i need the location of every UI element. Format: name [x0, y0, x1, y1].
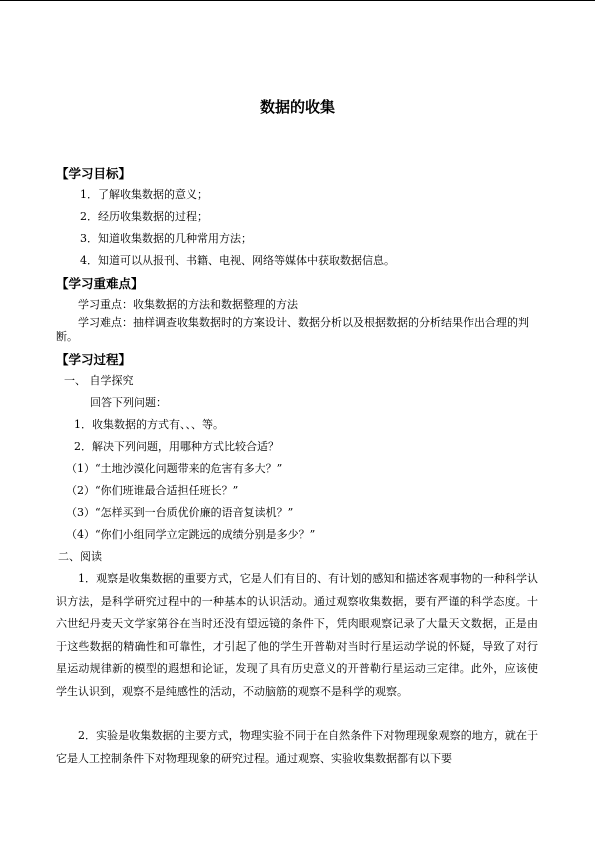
goals-heading: 【学习目标】: [56, 166, 132, 181]
reading-paragraph-2: 2．实验是收集数据的主要方式，物理实验不同于在自然条件下对物理现象观察的地方，就在于它是人工控制条件下对物理现象的研究过程。通过观察、实验收集数据都有以下要: [56, 729, 538, 765]
process-heading: 【学习过程】: [56, 352, 132, 367]
key-focus-text: 学习重点：收集数据的方法和数据整理的方法: [78, 298, 298, 311]
key-difficulty-text: 学习难点：抽样调查收集数据时的方案设计、数据分析以及根据数据的分析结果作出合理的判断。: [56, 316, 529, 343]
goal-item-3: 3．知道收集数据的几种常用方法；: [80, 232, 252, 245]
reading-paragraph-1: 1．观察是收集数据的重要方式，它是人们有目的、有计划的感知和描述客观事物的一种科学认识方法，是科学研究过程中的一种基本的认识活动。通过观察收集数据，要有严谨的科学态度。十六世纪丹麦天文学家第谷在当时还没有望远镜的条件下，凭肉眼观察记录了大量天文数据，正是由于这些数据的精确性和可靠性，才引起了他的学生开普勒对当时行星运动学说的怀疑，导致了对行星运动规律新的模型的遐想和论证，发现了具有历史意义的开普勒行星运动三定律。此外，应该使学生认识到，观察不是纯感性的活动，不动脑筋的观察不是科学的观察。: [56, 572, 538, 698]
sub-question-1: （1）“土地沙漠化问题带来的危害有多大？”: [66, 462, 283, 475]
goal-item-2: 2．经历收集数据的过程；: [80, 210, 208, 223]
question-1: 1．收集数据的方式有、、、等。: [74, 418, 224, 431]
sub-question-3: （3）“怎样买到一台质优价廉的语音复读机？”: [66, 506, 294, 519]
part1-intro: 回答下列问题：: [90, 396, 167, 409]
question-2: 2．解决下列问题，用哪种方式比较合适？: [74, 440, 279, 453]
goal-item-1: 1．了解收集数据的意义；: [80, 188, 208, 201]
goal-item-4: 4．知道可以从报刊、书籍、电视、网络等媒体中获取数据信息。: [80, 254, 395, 267]
key-points-heading: 【学习重难点】: [56, 276, 144, 291]
sub-question-4: （4）“你们小组同学立定跳远的成绩分别是多少？”: [66, 528, 316, 541]
part1-title: 一、 自学探究: [64, 374, 134, 387]
part2-title: 二、阅读: [58, 550, 102, 563]
sub-question-2: （2）“你们班谁最合适担任班长？”: [66, 484, 239, 497]
page-title: 数据的收集: [259, 98, 335, 116]
top-border-line: [0, 0, 595, 1]
